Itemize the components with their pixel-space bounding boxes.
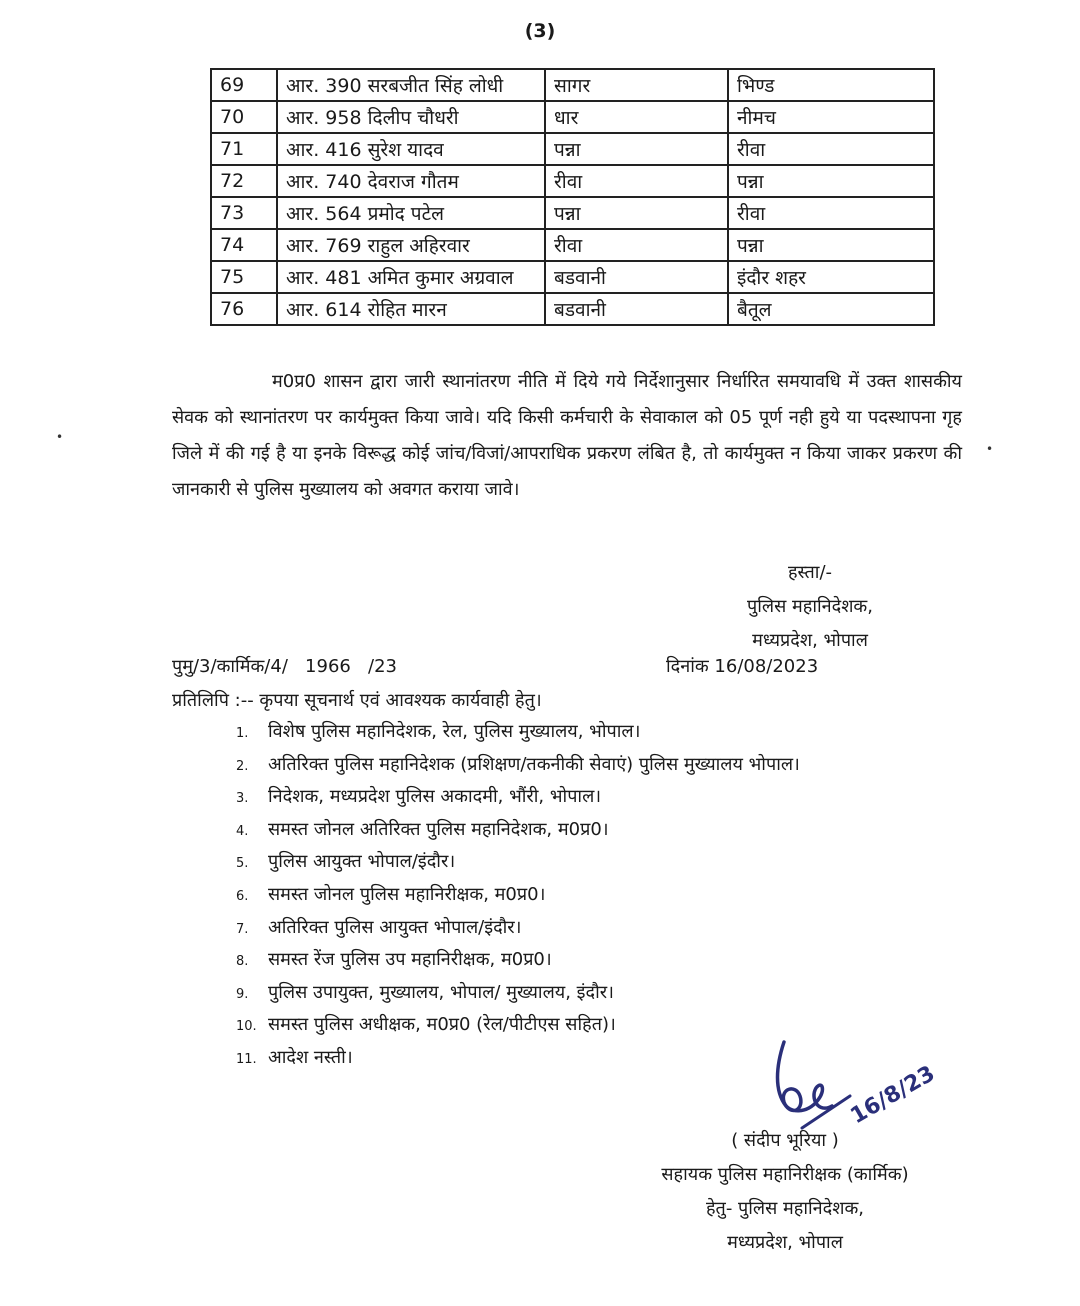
officer-name: ( संदीप भूरिया )	[731, 1130, 839, 1151]
recipient-item	[236, 912, 800, 945]
from-district-cell: बडवानी	[545, 261, 728, 293]
recipient-number: 11.	[236, 1051, 257, 1067]
serial-number-cell: 70	[211, 101, 277, 133]
recipient-number: 9.	[236, 986, 249, 1002]
employee-name-cell: आर. 481 अमित कुमार अग्रवाल	[277, 261, 545, 293]
recipient-text: समस्त जोनल पुलिस महानिरीक्षक, म0प्र0।	[268, 883, 546, 905]
recipient-item	[236, 781, 800, 814]
recipient-text: निदेशक, मध्यप्रदेश पुलिस अकादमी, भौंरी, भोपाल।	[268, 786, 602, 808]
officer-on-behalf: हेतु- पुलिस महानिदेशक,	[706, 1198, 864, 1219]
employee-name-cell: आर. 614 रोहित मारन	[277, 293, 545, 325]
reference-number: पुमु/3/कार्मिक/4/ 1966 /23	[172, 656, 397, 677]
to-district-cell: नीमच	[728, 101, 934, 133]
officer-designation: सहायक पुलिस महानिरीक्षक (कार्मिक)	[661, 1164, 909, 1185]
recipient-text: अतिरिक्त पुलिस महानिदेशक (प्रशिक्षण/तकनीकी सेवाएं) पुलिस मुख्यालय भोपाल।	[268, 753, 800, 775]
table-row	[211, 197, 934, 229]
recipient-number: 3.	[236, 791, 249, 807]
to-district-cell: पन्ना	[728, 229, 934, 261]
recipient-number: 4.	[236, 823, 249, 839]
recipient-item	[236, 1009, 800, 1042]
officer-block	[620, 1124, 950, 1260]
recipient-text: समस्त पुलिस अधीक्षक, म0प्र0 (रेल/पीटीएस सहित)।	[268, 1014, 616, 1036]
to-district-cell: रीवा	[728, 197, 934, 229]
recipient-number: 2.	[236, 758, 249, 774]
employee-name-cell: आर. 740 देवराज गौतम	[277, 165, 545, 197]
serial-number-cell: 69	[211, 69, 277, 101]
from-district-cell: पन्ना	[545, 197, 728, 229]
from-district-cell: पन्ना	[545, 133, 728, 165]
from-district-cell: बडवानी	[545, 293, 728, 325]
serial-number-cell: 72	[211, 165, 277, 197]
to-district-cell: पन्ना	[728, 165, 934, 197]
recipient-number: 10.	[236, 1019, 257, 1035]
serial-number-cell: 71	[211, 133, 277, 165]
paragraph-text: म0प्र0 शासन द्वारा जारी स्थानांतरण नीति में दिये गये निर्देशानुसार निर्धारित समयावधि में उक्त शासकीय सेवक को स्थानांतरण पर कार्यमुक्त किया जावे। यदि किसी कर्मचारी के सेवाकाल को 05 पूर्ण नही हुये या पदस्थापना गृह जिले में की गई है या इनके विरूद्ध कोई जांच/विजां/आपराधिक प्रकरण लंबित है, तो कार्यमुक्त न किया जाकर प्रकरण की जानकारी से पुलिस मुख्यालय को अवगत कराया जावे।	[172, 371, 962, 500]
recipient-number: 8.	[236, 954, 249, 970]
recipient-item	[236, 814, 800, 847]
serial-number-cell: 75	[211, 261, 277, 293]
table-row	[211, 165, 934, 197]
to-district-cell: इंदौर शहर	[728, 261, 934, 293]
from-district-cell: रीवा	[545, 229, 728, 261]
table-row	[211, 293, 934, 325]
scan-speck: •	[986, 442, 994, 456]
page-number: (3)	[524, 20, 556, 42]
serial-number-cell: 76	[211, 293, 277, 325]
recipient-text: पुलिस आयुक्त भोपाल/इंदौर।	[268, 851, 456, 873]
serial-number-cell: 73	[211, 197, 277, 229]
recipient-number: 1.	[236, 726, 249, 741]
recipient-item	[236, 846, 800, 879]
serial-number-cell: 74	[211, 229, 277, 261]
recipient-text: समस्त जोनल अतिरिक्त पुलिस महानिदेशक, म0प्र0।	[268, 818, 609, 840]
recipient-item	[236, 1042, 800, 1075]
table-row	[211, 133, 934, 165]
recipient-text: पुलिस उपायुक्त, मुख्यालय, भोपाल/ मुख्यालय, इंदौर।	[268, 981, 614, 1003]
recipient-item	[236, 749, 800, 782]
transfer-table	[210, 68, 935, 326]
signed-mark: हस्ता/-	[787, 562, 833, 583]
recipient-text: आदेश नस्ती।	[268, 1046, 353, 1068]
handwritten-signature	[772, 1036, 942, 1136]
signatory-location: मध्यप्रदेश, भोपाल	[752, 630, 868, 651]
recipient-number: 5.	[236, 856, 249, 872]
from-district-cell: सागर	[545, 69, 728, 101]
recipient-item	[236, 879, 800, 912]
employee-name-cell: आर. 390 सरबजीत सिंह लोधी	[277, 69, 545, 101]
signatory-block	[690, 556, 930, 658]
signature-date: 16/8/23	[846, 1061, 940, 1130]
employee-name-cell: आर. 416 सुरेश यादव	[277, 133, 545, 165]
signatory-designation: पुलिस महानिदेशक,	[747, 596, 873, 617]
from-district-cell: धार	[545, 101, 728, 133]
to-district-cell: रीवा	[728, 133, 934, 165]
from-district-cell: रीवा	[545, 165, 728, 197]
table-row	[211, 69, 934, 101]
recipient-item	[236, 977, 800, 1010]
employee-name-cell: आर. 564 प्रमोद पटेल	[277, 197, 545, 229]
recipient-number: 6.	[236, 888, 249, 904]
recipient-text: विशेष पुलिस महानिदेशक, रेल, पुलिस मुख्यालय, भोपाल।	[268, 721, 641, 742]
recipient-item	[236, 716, 800, 749]
recipient-text: अतिरिक्त पुलिस आयुक्त भोपाल/इंदौर।	[268, 916, 522, 938]
recipient-list	[236, 716, 800, 1075]
scan-speck: •	[56, 430, 64, 444]
recipient-item	[236, 944, 800, 977]
reference-date: दिनांक 16/08/2023	[666, 656, 819, 677]
to-district-cell: भिण्ड	[728, 69, 934, 101]
copy-to-heading: प्रतिलिपि :-- कृपया सूचनार्थ एवं आवश्यक कार्यवाही हेतु।	[172, 690, 542, 711]
table-row	[211, 101, 934, 133]
instruction-paragraph	[172, 364, 962, 508]
officer-location: मध्यप्रदेश, भोपाल	[727, 1232, 843, 1253]
table-row	[211, 229, 934, 261]
recipient-number: 7.	[236, 921, 249, 937]
employee-name-cell: आर. 769 राहुल अहिरवार	[277, 229, 545, 261]
table-row	[211, 261, 934, 293]
recipient-text: समस्त रेंज पुलिस उप महानिरीक्षक, म0प्र0।	[268, 949, 552, 971]
to-district-cell: बैतूल	[728, 293, 934, 325]
employee-name-cell: आर. 958 दिलीप चौधरी	[277, 101, 545, 133]
